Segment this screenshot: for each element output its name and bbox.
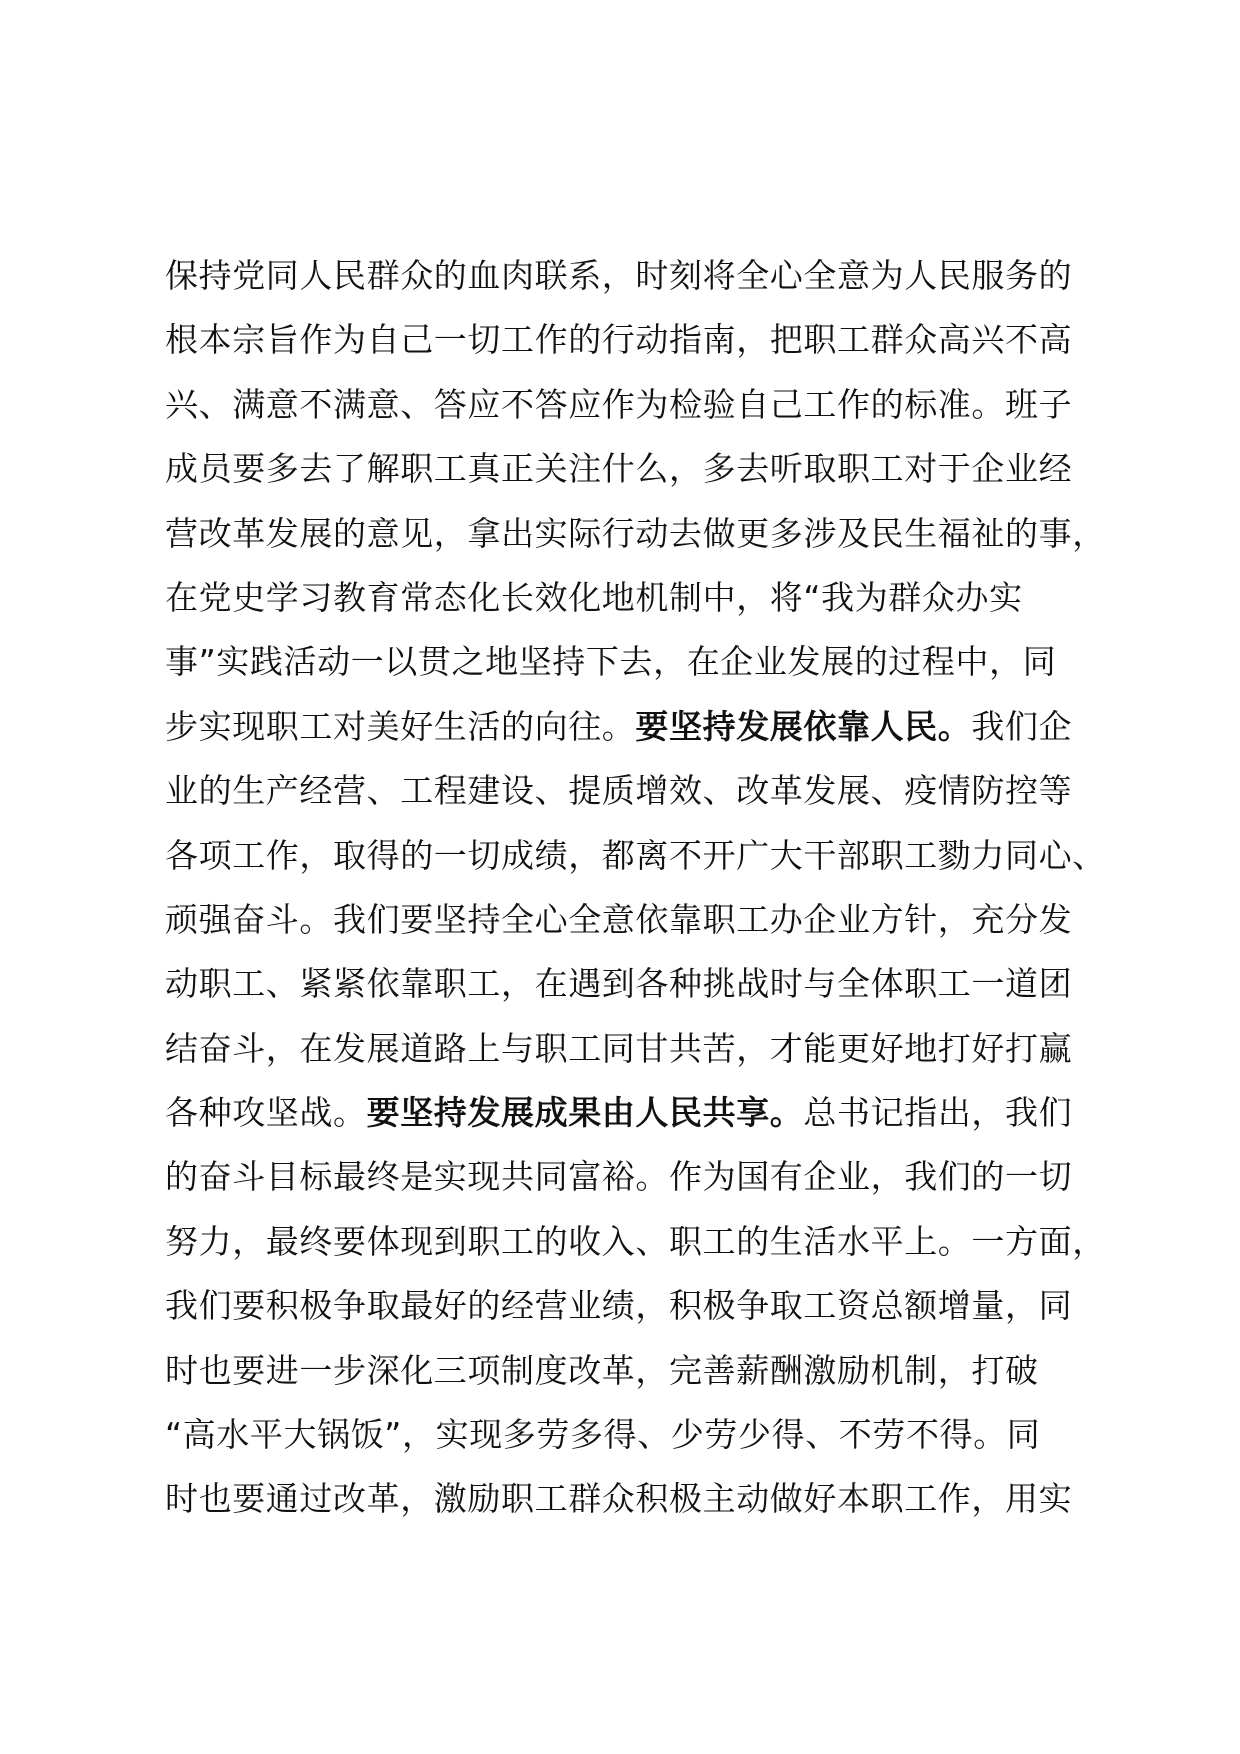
text-line: [165, 888, 1105, 952]
body-paragraph: [165, 244, 1105, 1532]
text-line: [165, 759, 1105, 823]
text-line: [165, 1145, 1105, 1209]
body-text-segment: 我们要积极争取最好的经营业绩，积极争取工资总额增量，同: [165, 1286, 1073, 1326]
text-line: [165, 695, 1105, 759]
body-text-segment: 结奋斗，在发展道路上与职工同甘共苦，才能更好地打好打赢: [165, 1028, 1073, 1068]
text-line: [165, 308, 1105, 372]
text-line: [165, 566, 1105, 630]
body-text-segment: 各项工作，取得的一切成绩，都离不开广大干部职工勠力同心、: [165, 835, 1106, 875]
text-line: [165, 1403, 1105, 1467]
body-text-segment: 业的生产经营、工程建设、提质增效、改革发展、疫情防控等: [165, 771, 1073, 811]
body-text-segment: 时也要通过改革，激励职工群众积极主动做好本职工作，用实: [165, 1479, 1073, 1519]
text-line: [165, 1274, 1105, 1338]
body-text-segment: 在党史学习教育常态化长效化地机制中，将“我为群众办实: [165, 577, 1023, 617]
text-line: [165, 630, 1105, 694]
body-text-segment: 时也要进一步深化三项制度改革，完善薪酬激励机制，打破: [165, 1350, 1039, 1390]
body-text-segment: 顽强奋斗。我们要坚持全心全意依靠职工办企业方针，充分发: [165, 899, 1073, 939]
text-line: [165, 502, 1105, 566]
text-line: [165, 1467, 1105, 1531]
text-line: [165, 437, 1105, 501]
body-text-segment: 保持党同人民群众的血肉联系，时刻将全心全意为人民服务的: [165, 256, 1073, 295]
body-text-segment: 各种攻坚战。: [165, 1093, 367, 1133]
body-text-segment: 事”实践活动一以贯之地坚持下去，在企业发展的过程中，同: [165, 642, 1057, 682]
body-text-segment: 成员要多去了解职工真正关注什么，多去听取职工对于企业经: [165, 449, 1073, 489]
text-line: [165, 1081, 1105, 1145]
bold-heading-text: 要坚持发展成果由人民共享。: [366, 1093, 804, 1133]
body-text-segment: 努力，最终要体现到职工的收入、职工的生活水平上。一方面，: [165, 1221, 1106, 1261]
body-text-segment: 营改革发展的意见，拿出实际行动去做更多涉及民生福祉的事，: [165, 513, 1106, 553]
body-text-segment: 的奋斗目标最终是实现共同富裕。作为国有企业，我们的一切: [165, 1157, 1073, 1197]
body-text-segment: “高水平大锅饭”，实现多劳多得、少劳少得、不劳不得。同: [165, 1415, 1041, 1455]
text-line: [165, 1017, 1105, 1081]
text-line: [165, 373, 1105, 437]
body-text-segment: 步实现职工对美好生活的向往。: [165, 706, 636, 746]
body-text-segment: 动职工、紧紧依靠职工，在遇到各种挑战时与全体职工一道团: [165, 964, 1073, 1004]
text-line: [165, 1339, 1105, 1403]
text-line: [165, 1210, 1105, 1274]
text-line: [165, 824, 1105, 888]
body-text-segment: 总书记指出，我们: [803, 1093, 1073, 1133]
text-line: [165, 952, 1105, 1016]
body-text-segment: 兴、满意不满意、答应不答应作为检验自己工作的标准。班子: [165, 384, 1073, 424]
bold-heading-text: 要坚持发展依靠人民。: [635, 706, 972, 746]
text-line: [165, 244, 1105, 308]
body-text-segment: 我们企: [971, 706, 1073, 746]
body-text-segment: 根本宗旨作为自己一切工作的行动指南，把职工群众高兴不高: [165, 320, 1073, 360]
